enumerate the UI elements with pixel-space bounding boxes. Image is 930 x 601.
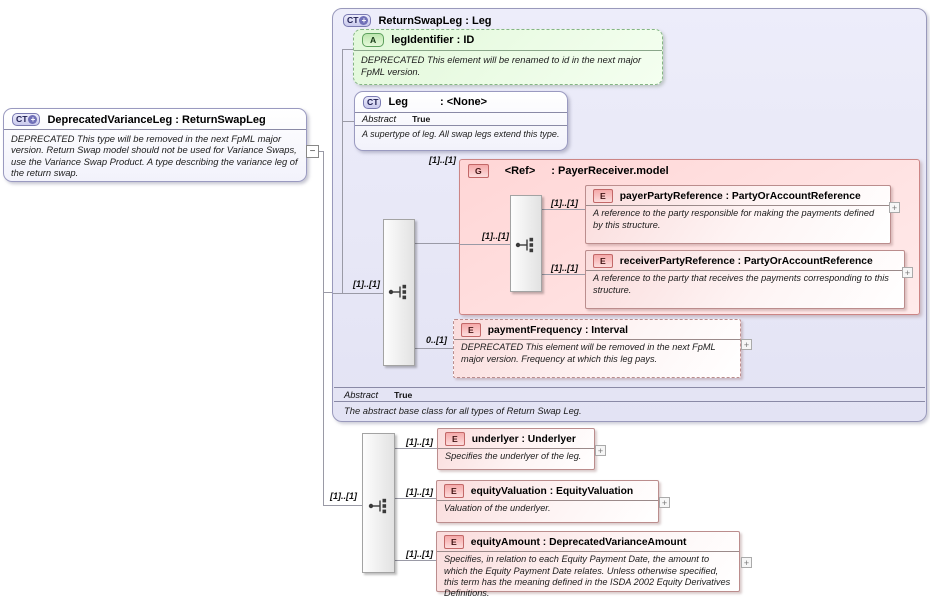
element-box-equityValuation[interactable] bbox=[436, 480, 659, 523]
abstract-value: True bbox=[412, 113, 431, 124]
complex-type-icon: CT + bbox=[12, 113, 40, 126]
element-name: payerPartyReference : PartyOrAccountReference bbox=[619, 190, 861, 202]
base-type-title: ReturnSwapLeg : Leg bbox=[378, 14, 492, 27]
abstract-value: True bbox=[394, 390, 413, 400]
complex-type-icon: CT bbox=[363, 96, 381, 109]
group-type: : PayerReceiver.model bbox=[551, 165, 669, 178]
supertype-header[interactable] bbox=[355, 92, 567, 113]
connector-line bbox=[460, 244, 510, 245]
main-type-title: DeprecatedVarianceLeg : ReturnSwapLeg bbox=[47, 113, 266, 126]
element-name: underlyer : Underlyer bbox=[471, 433, 576, 445]
base-type-doc: The abstract base class for all types of Return Swap Leg. bbox=[344, 405, 582, 416]
cardinality-label: [1]..[1] bbox=[353, 279, 380, 289]
element-icon: E bbox=[593, 189, 613, 203]
separator-line bbox=[334, 387, 925, 388]
main-type-header[interactable] bbox=[4, 109, 306, 130]
connector-line bbox=[333, 293, 383, 294]
main-type-doc: DEPRECATED This type will be removed in the next FpML major version. Return Swap model should not be used for Variance Swaps, use the Variance Swap Product. A type describing the variance leg of the return swap. bbox=[11, 133, 298, 179]
derived-plus-icon: + bbox=[28, 115, 37, 124]
expand-button-equityValuation[interactable]: + bbox=[659, 497, 670, 508]
element-header[interactable] bbox=[454, 320, 740, 340]
element-box-receiverPartyReference[interactable] bbox=[585, 250, 905, 309]
sequence-icon bbox=[368, 497, 390, 515]
element-icon: E bbox=[444, 484, 464, 498]
group-header[interactable] bbox=[460, 160, 919, 182]
connector-line bbox=[540, 274, 585, 275]
expand-button-payerPartyReference[interactable]: + bbox=[889, 202, 900, 213]
element-name: equityAmount : DeprecatedVarianceAmount bbox=[470, 536, 687, 548]
element-doc: A reference to the party responsible for making the payments defined by this structure. bbox=[593, 208, 875, 230]
connector-line bbox=[413, 243, 459, 244]
element-header[interactable] bbox=[586, 186, 890, 206]
sequence-icon bbox=[388, 283, 410, 301]
derived-plus-icon: + bbox=[359, 16, 368, 25]
element-header[interactable] bbox=[437, 481, 658, 501]
supertype-doc: A supertype of leg. All swap legs extend this type. bbox=[362, 128, 560, 139]
element-header[interactable] bbox=[586, 251, 904, 271]
abstract-row bbox=[337, 389, 419, 401]
sequence-connector[interactable] bbox=[383, 219, 415, 366]
supertype-box-leg[interactable] bbox=[354, 91, 568, 151]
element-box-underlyer[interactable] bbox=[437, 428, 595, 470]
group-name: <Ref> bbox=[504, 165, 536, 178]
cardinality-label: 0..[1] bbox=[426, 335, 448, 345]
element-doc: DEPRECATED This element will be removed in the next FpML major version. Frequency at which this leg pays. bbox=[461, 342, 716, 364]
attribute-name: legIdentifier : ID bbox=[391, 34, 475, 47]
connector-line bbox=[323, 151, 324, 506]
element-doc: Valuation of the underlyer. bbox=[444, 503, 551, 514]
element-doc: A reference to the party that receives the payments corresponding to this structure. bbox=[593, 273, 889, 295]
element-header[interactable] bbox=[438, 429, 594, 449]
attribute-doc: DEPRECATED This element will be renamed to id in the next major FpML version. bbox=[361, 54, 642, 77]
connector-line bbox=[393, 498, 437, 499]
element-icon: E bbox=[593, 254, 613, 268]
cardinality-label: [1]..[1] bbox=[429, 155, 456, 165]
attribute-header[interactable] bbox=[354, 30, 662, 51]
connector-line bbox=[540, 209, 585, 210]
element-icon: E bbox=[461, 323, 481, 337]
cardinality-label: [1]..[1] bbox=[406, 437, 433, 447]
supertype-name: Leg bbox=[388, 96, 409, 109]
complex-type-icon: CT + bbox=[343, 14, 371, 27]
expand-button-underlyer[interactable]: + bbox=[595, 445, 606, 456]
expand-button-receiverPartyReference[interactable]: + bbox=[902, 267, 913, 278]
element-header[interactable] bbox=[437, 532, 739, 552]
element-icon: E bbox=[445, 432, 465, 446]
attribute-icon: A bbox=[362, 33, 384, 47]
element-doc: Specifies, in relation to each Equity Payment Date, the amount to which the Equity Payment Date relates. Unless otherwise specified, this term has the meaning defined in the ISDA 2002 Equity Derivatives Definitions. bbox=[444, 554, 731, 598]
connector-line bbox=[342, 49, 343, 294]
connector-line bbox=[393, 448, 438, 449]
cardinality-label: [1]..[1] bbox=[482, 231, 509, 241]
connector-line bbox=[413, 348, 453, 349]
abstract-row bbox=[355, 113, 567, 126]
supertype-type: : <None> bbox=[440, 96, 488, 109]
expand-button-equityAmount[interactable]: + bbox=[741, 557, 752, 568]
element-box-payerPartyReference[interactable] bbox=[585, 185, 891, 244]
group-box-payerreceiver[interactable] bbox=[459, 159, 920, 315]
element-doc: Specifies the underlyer of the leg. bbox=[445, 451, 582, 462]
cardinality-label: [1]..[1] bbox=[330, 491, 357, 501]
cardinality-label: [1]..[1] bbox=[551, 263, 578, 273]
connector-line bbox=[323, 505, 363, 506]
element-name: paymentFrequency : Interval bbox=[487, 324, 628, 336]
element-box-equityAmount[interactable] bbox=[436, 531, 740, 598]
cardinality-label: [1]..[1] bbox=[551, 198, 578, 208]
abstract-label: Abstract bbox=[362, 113, 397, 124]
base-type-box[interactable] bbox=[332, 8, 927, 422]
connector-line bbox=[342, 121, 354, 122]
group-icon: G bbox=[468, 164, 489, 178]
element-box-paymentFrequency[interactable] bbox=[453, 319, 741, 378]
cardinality-label: [1]..[1] bbox=[406, 487, 433, 497]
element-name: receiverPartyReference : PartyOrAccountReference bbox=[619, 255, 873, 267]
sequence-icon bbox=[515, 236, 537, 254]
base-type-header[interactable] bbox=[333, 9, 926, 27]
cardinality-label: [1]..[1] bbox=[406, 549, 433, 559]
sequence-connector[interactable] bbox=[510, 195, 542, 292]
collapse-toggle-button[interactable]: − bbox=[306, 145, 319, 158]
sequence-connector[interactable] bbox=[362, 433, 395, 573]
main-type-box[interactable] bbox=[3, 108, 307, 182]
expand-button-paymentFrequency[interactable]: + bbox=[741, 339, 752, 350]
element-name: equityValuation : EquityValuation bbox=[470, 485, 634, 497]
connector-line bbox=[342, 49, 353, 50]
abstract-label: Abstract bbox=[344, 390, 379, 400]
element-icon: E bbox=[444, 535, 464, 549]
connector-line bbox=[393, 560, 437, 561]
attribute-box-legIdentifier[interactable] bbox=[353, 29, 663, 85]
